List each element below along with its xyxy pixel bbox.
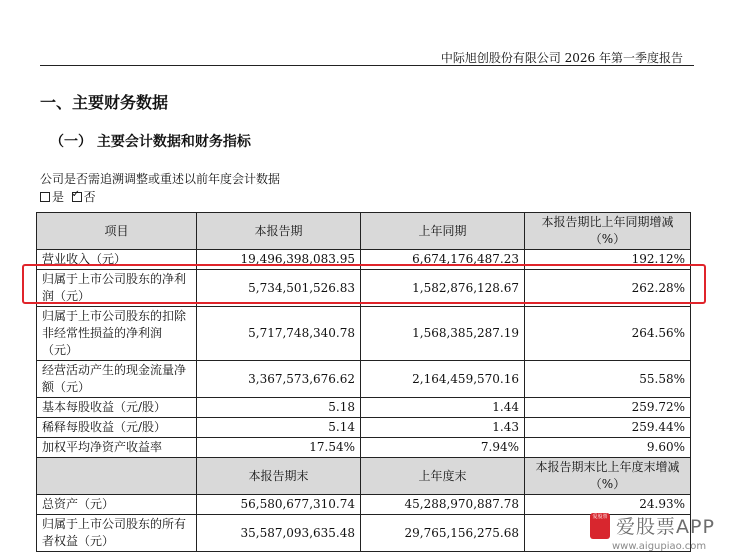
section-title: 一、主要财务数据 (40, 93, 169, 112)
table-row (37, 438, 691, 458)
row-prior-value: 2,164,459,570.16 (361, 361, 525, 398)
table-row (37, 361, 691, 398)
row-item-label: 归属于上市公司股东的扣除非经常性损益的净利润（元） (37, 307, 197, 361)
financial-data-table (36, 212, 691, 552)
row-change-value: 24.93% (525, 495, 691, 515)
row-item-label: 基本每股收益（元/股） (37, 398, 197, 418)
row-current-value: 5.18 (197, 398, 361, 418)
table-row (37, 398, 691, 418)
subheader-cell-change: 本报告期末比上年度末增减（%） (525, 458, 691, 495)
watermark (590, 512, 715, 539)
row-prior-value: 29,765,156,275.68 (361, 515, 525, 552)
row-change-value: 262.28% (525, 270, 691, 307)
row-current-value: 3,367,573,676.62 (197, 361, 361, 398)
row-current-value: 5.14 (197, 418, 361, 438)
row-current-value: 19,496,398,083.95 (197, 250, 361, 270)
row-item-label: 归属于上市公司股东的所有者权益（元） (37, 515, 197, 552)
row-item-label: 加权平均净资产收益率 (37, 438, 197, 458)
row-prior-value: 6,674,176,487.23 (361, 250, 525, 270)
header-cell-item: 项目 (37, 213, 197, 250)
row-current-value: 5,734,501,526.83 (197, 270, 361, 307)
checkbox-no[interactable] (72, 192, 82, 202)
choice-yes-label: 是 (52, 190, 65, 204)
row-item-label: 归属于上市公司股东的净利润（元） (37, 270, 197, 307)
row-item-label: 稀释每股收益（元/股） (37, 418, 197, 438)
row-change-value: 9.60% (525, 438, 691, 458)
row-prior-value: 7.94% (361, 438, 525, 458)
row-change-value: 259.72% (525, 398, 691, 418)
watermark-url: www.aigupiao.com (612, 541, 707, 552)
header-cell-current: 本报告期 (197, 213, 361, 250)
header-cell-change: 本报告期比上年同期增减（%） (525, 213, 691, 250)
restatement-choices (40, 188, 96, 205)
row-change-value: 192.12% (525, 250, 691, 270)
row-prior-value: 45,288,970,887.78 (361, 495, 525, 515)
row-item-label: 总资产（元） (37, 495, 197, 515)
row-change-value: 259.44% (525, 418, 691, 438)
row-change-value: 264.56% (525, 307, 691, 361)
choice-no-label: 否 (83, 190, 96, 204)
report-header: 中际旭创股份有限公司 2026 年第一季度报告 (440, 51, 683, 65)
row-current-value: 5,717,748,340.78 (197, 307, 361, 361)
subheader-blank-cell (37, 458, 197, 495)
subheader-cell-prior: 上年度末 (361, 458, 525, 495)
restatement-question: 公司是否需追溯调整或重述以前年度会计数据 (40, 172, 281, 186)
table-subheader-row (37, 458, 691, 495)
row-item-label: 营业收入（元） (37, 250, 197, 270)
header-cell-prior: 上年同期 (361, 213, 525, 250)
row-current-value: 35,587,093,635.48 (197, 515, 361, 552)
header-rule (40, 65, 694, 66)
watermark-logo-icon: 爱股票 (590, 513, 610, 539)
row-current-value: 17.54% (197, 438, 361, 458)
subheader-cell-current: 本报告期末 (197, 458, 361, 495)
watermark-text: 爱股票APP (616, 516, 715, 538)
row-item-label: 经营活动产生的现金流量净额（元） (37, 361, 197, 398)
highlight-box (22, 264, 706, 304)
subsection-title: （一） 主要会计数据和财务指标 (50, 134, 251, 150)
table-row (37, 307, 691, 361)
checkbox-yes[interactable] (40, 192, 50, 202)
table-row (37, 418, 691, 438)
table-header-row (37, 213, 691, 250)
row-prior-value: 1,582,876,128.67 (361, 270, 525, 307)
row-change-value: 55.58% (525, 361, 691, 398)
row-prior-value: 1.44 (361, 398, 525, 418)
row-prior-value: 1.43 (361, 418, 525, 438)
row-prior-value: 1,568,385,287.19 (361, 307, 525, 361)
row-current-value: 56,580,677,310.74 (197, 495, 361, 515)
